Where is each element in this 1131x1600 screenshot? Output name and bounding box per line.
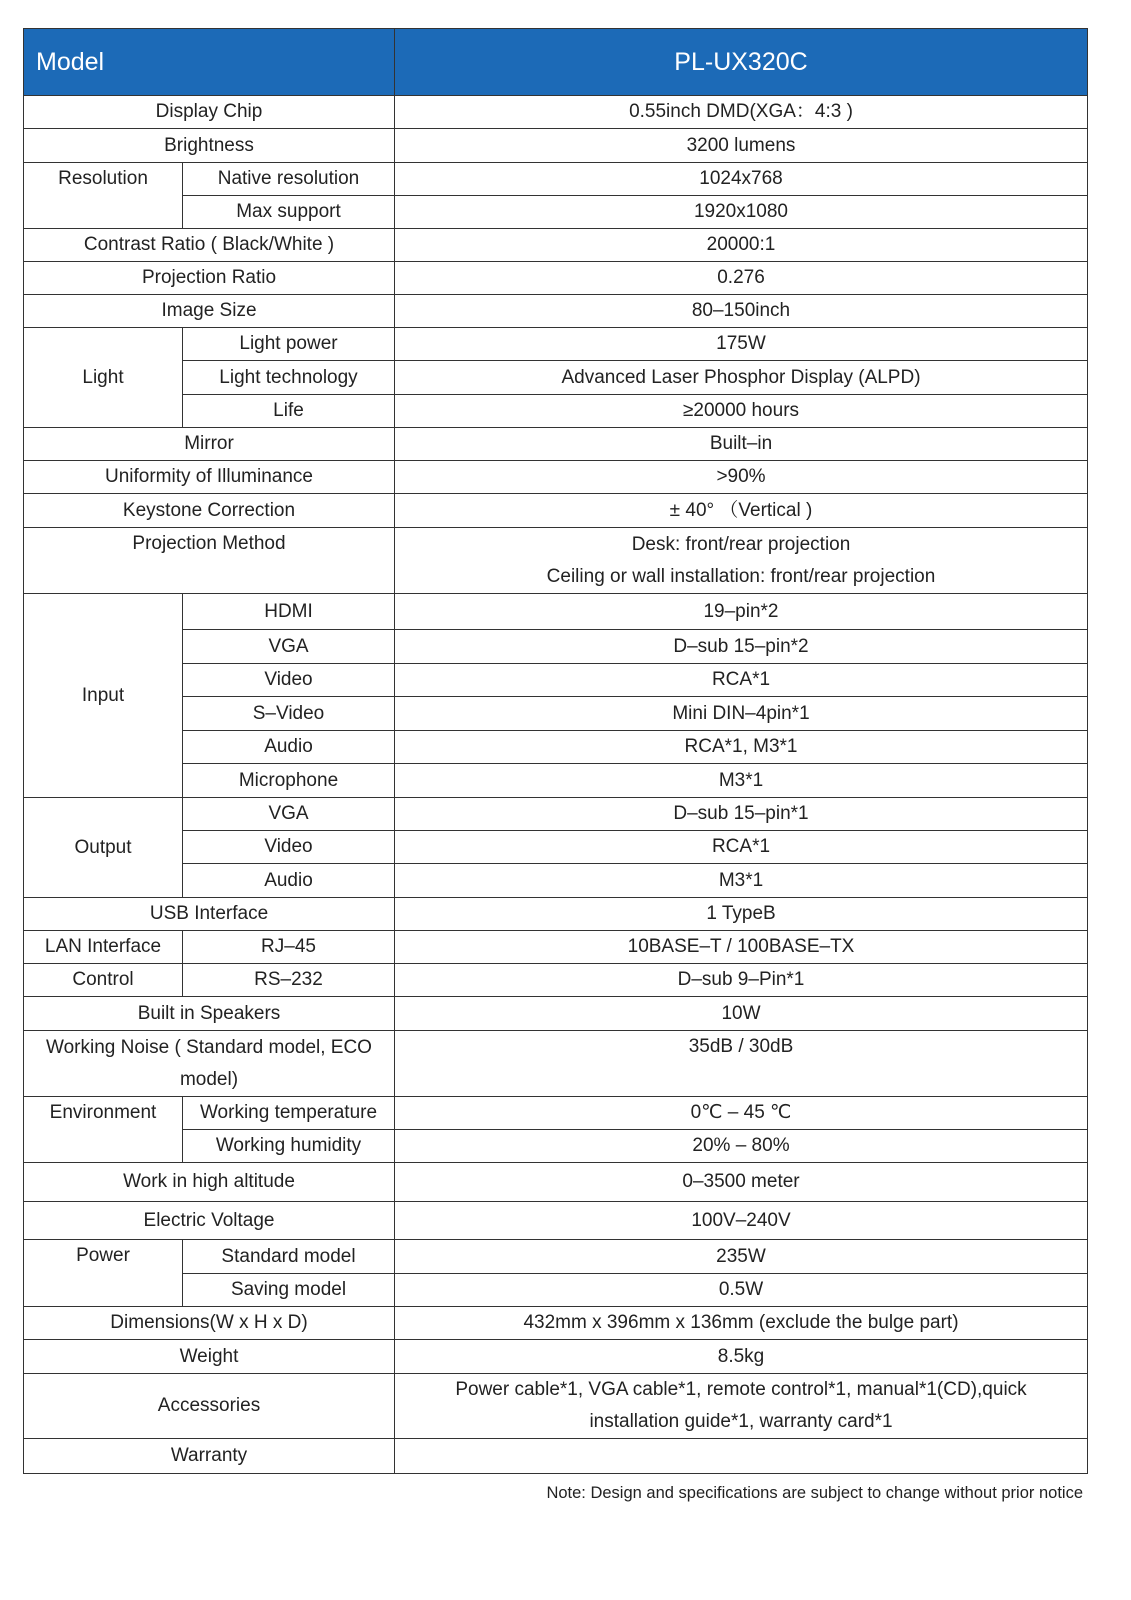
row-label: Projection Ratio (24, 262, 395, 295)
row-label: Light technology (183, 361, 395, 395)
table-row (24, 196, 1088, 229)
table-row (24, 96, 1088, 129)
row-value: D–sub 15–pin*1 (395, 798, 1088, 831)
row-label: Projection Method (24, 528, 395, 594)
row-sublabel: RS–232 (183, 964, 395, 997)
table-row (24, 997, 1088, 1031)
row-label: Display Chip (24, 96, 395, 129)
table-row (24, 163, 1088, 196)
row-value: 1920x1080 (395, 196, 1088, 229)
table-row (24, 129, 1088, 163)
row-label: Mirror (24, 428, 395, 461)
row-value: 0.5W (395, 1274, 1088, 1307)
row-label: Weight (24, 1340, 395, 1374)
table-row (24, 1274, 1088, 1307)
row-label: LAN Interface (24, 931, 183, 964)
header-row (24, 29, 1088, 96)
value-line: Desk: front/rear projection (631, 533, 851, 555)
row-value: RCA*1, M3*1 (395, 731, 1088, 764)
row-label: VGA (183, 798, 395, 831)
row-value: 0–3500 meter (395, 1163, 1088, 1202)
row-value: 1024x768 (395, 163, 1088, 196)
row-label: Microphone (183, 764, 395, 798)
row-label: Work in high altitude (24, 1163, 395, 1202)
row-label: Standard model (183, 1240, 395, 1274)
table-row (24, 1240, 1088, 1274)
row-label: VGA (183, 630, 395, 664)
value-line: Ceiling or wall installation: front/rear projection (546, 565, 936, 587)
row-value: 20% – 80% (395, 1130, 1088, 1163)
row-value: 432mm x 396mm x 136mm (exclude the bulge part) (395, 1307, 1088, 1340)
row-label: Max support (183, 196, 395, 229)
row-value: RCA*1 (395, 664, 1088, 697)
row-value: ≥20000 hours (395, 395, 1088, 428)
table-row (24, 494, 1088, 528)
row-sublabel: RJ–45 (183, 931, 395, 964)
table-row (24, 1031, 1088, 1097)
row-value (395, 1374, 1088, 1439)
table-row (24, 798, 1088, 831)
row-label (24, 1031, 395, 1097)
row-label: Working humidity (183, 1130, 395, 1163)
table-row (24, 630, 1088, 664)
table-row (24, 1307, 1088, 1340)
value-line: Power cable*1, VGA cable*1, remote control*1, manual*1(CD),quick (455, 1379, 1027, 1400)
table-row (24, 964, 1088, 997)
table-row (24, 395, 1088, 428)
row-value: M3*1 (395, 864, 1088, 898)
table-row (24, 731, 1088, 764)
row-value: RCA*1 (395, 831, 1088, 864)
row-value: 3200 lumens (395, 129, 1088, 163)
row-value: 0.55inch DMD(XGA：4:3 ) (395, 96, 1088, 129)
row-label: Life (183, 395, 395, 428)
row-value: 8.5kg (395, 1340, 1088, 1374)
table-row (24, 1130, 1088, 1163)
group-label: Light (24, 328, 183, 428)
row-label: Uniformity of Illuminance (24, 461, 395, 494)
row-label: Dimensions(W x H x D) (24, 1307, 395, 1340)
header-label: Model (24, 29, 395, 96)
row-value: 10W (395, 997, 1088, 1031)
table-row (24, 1202, 1088, 1240)
row-value (395, 528, 1088, 594)
row-label: Control (24, 964, 183, 997)
row-label: Contrast Ratio ( Black/White ) (24, 229, 395, 262)
row-label: Warranty (24, 1439, 395, 1474)
group-label: Resolution (24, 163, 183, 229)
footnote: Note: Design and specifications are subject to change without prior notice (546, 1484, 1083, 1502)
row-value: 235W (395, 1240, 1088, 1274)
row-value: 0℃ – 45 ℃ (395, 1097, 1088, 1130)
table-row (24, 764, 1088, 798)
table-row (24, 1439, 1088, 1474)
table-row (24, 1374, 1088, 1439)
table-row (24, 528, 1088, 594)
row-value: 19–pin*2 (395, 594, 1088, 630)
table-row (24, 262, 1088, 295)
group-label: Environment (24, 1097, 183, 1163)
row-label: Light power (183, 328, 395, 361)
table-row (24, 229, 1088, 262)
header-model: PL-UX320C (395, 29, 1088, 96)
value-line: installation guide*1, warranty card*1 (589, 1411, 893, 1432)
row-value: Mini DIN–4pin*1 (395, 697, 1088, 731)
row-label: Native resolution (183, 163, 395, 196)
table-row (24, 831, 1088, 864)
table-row (24, 361, 1088, 395)
table-row (24, 594, 1088, 630)
row-label: Audio (183, 864, 395, 898)
row-value: 100V–240V (395, 1202, 1088, 1240)
table-row (24, 1097, 1088, 1130)
row-label: Saving model (183, 1274, 395, 1307)
row-value: 80–150inch (395, 295, 1088, 328)
row-value: 20000:1 (395, 229, 1088, 262)
row-value: Built–in (395, 428, 1088, 461)
row-label: Image Size (24, 295, 395, 328)
row-value (395, 1439, 1088, 1474)
row-value: D–sub 9–Pin*1 (395, 964, 1088, 997)
row-value: 35dB / 30dB (395, 1031, 1088, 1097)
row-label: Video (183, 664, 395, 697)
row-label: USB Interface (24, 898, 395, 931)
row-value: M3*1 (395, 764, 1088, 798)
group-label: Output (24, 798, 183, 898)
row-label: Audio (183, 731, 395, 764)
row-value: Advanced Laser Phosphor Display (ALPD) (395, 361, 1088, 395)
row-label: Keystone Correction (24, 494, 395, 528)
row-value: 175W (395, 328, 1088, 361)
row-value: >90% (395, 461, 1088, 494)
group-label: Power (24, 1240, 183, 1307)
table-row (24, 697, 1088, 731)
row-label: Accessories (24, 1374, 395, 1439)
row-label: Working temperature (183, 1097, 395, 1130)
row-value: D–sub 15–pin*2 (395, 630, 1088, 664)
table-row (24, 898, 1088, 931)
row-value: 1 TypeB (395, 898, 1088, 931)
row-label: Electric Voltage (24, 1202, 395, 1240)
label-line: Working Noise ( Standard model, ECO (46, 1036, 372, 1058)
table-row (24, 461, 1088, 494)
row-label: Video (183, 831, 395, 864)
row-label: Built in Speakers (24, 997, 395, 1031)
table-row (24, 1340, 1088, 1374)
table-row (24, 664, 1088, 697)
row-value: ± 40° （Vertical ) (395, 494, 1088, 528)
row-label: HDMI (183, 594, 395, 630)
row-label: Brightness (24, 129, 395, 163)
table-row (24, 428, 1088, 461)
table-row (24, 328, 1088, 361)
row-value: 10BASE–T / 100BASE–TX (395, 931, 1088, 964)
table-row (24, 864, 1088, 898)
row-value: 0.276 (395, 262, 1088, 295)
label-line: model) (179, 1068, 239, 1090)
group-label: Input (24, 594, 183, 798)
table-row (24, 931, 1088, 964)
table-row (24, 295, 1088, 328)
spec-table (23, 28, 1088, 1474)
row-label: S–Video (183, 697, 395, 731)
table-row (24, 1163, 1088, 1202)
